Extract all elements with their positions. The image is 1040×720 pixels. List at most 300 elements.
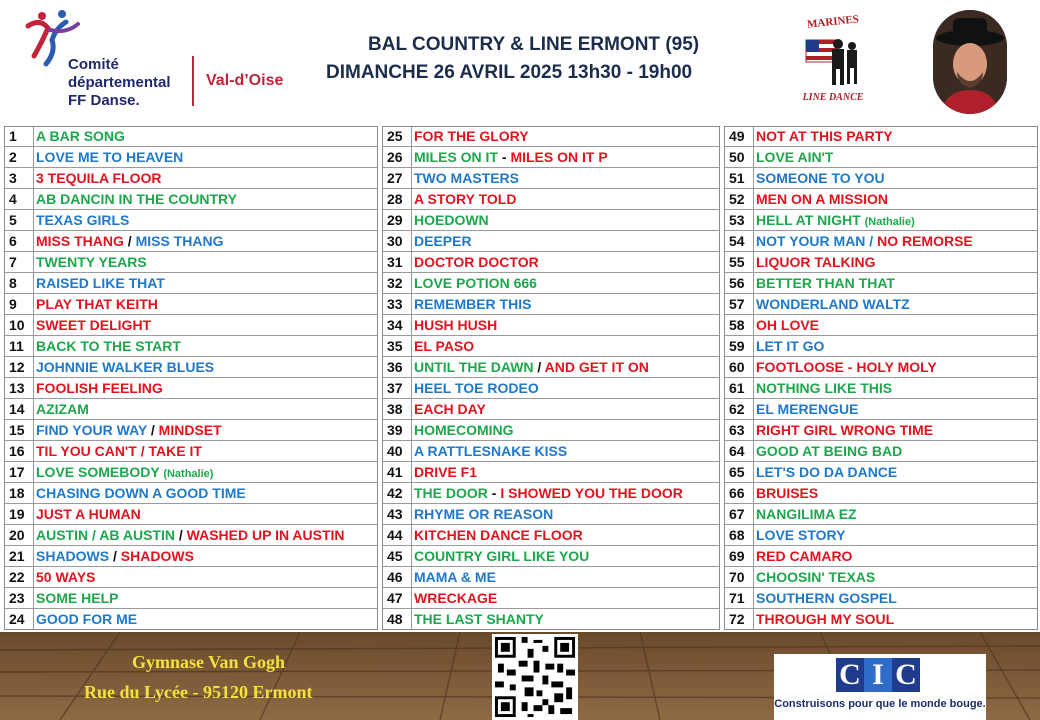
dance-title [412, 191, 516, 207]
playlist-row [4, 189, 378, 210]
dance-number: 26 [382, 147, 412, 168]
dance-title [412, 317, 497, 333]
cic-sponsor-logo [774, 654, 986, 720]
playlist-row [724, 483, 1038, 504]
dance-title-part: WASHED UP IN AUSTIN [186, 527, 345, 543]
instructor-photo [933, 10, 1007, 114]
playlist-row [382, 357, 720, 378]
dance-title [754, 527, 845, 543]
dance-number: 21 [4, 546, 34, 567]
playlist-row [724, 315, 1038, 336]
dance-title-part: BRUISES [756, 485, 819, 501]
dance-title-part: LOVE STORY [756, 527, 846, 543]
dance-number: 25 [382, 126, 412, 147]
playlist-row [382, 567, 720, 588]
dance-number: 60 [724, 357, 754, 378]
dance-title-part: SOME HELP [36, 590, 119, 606]
dance-number: 61 [724, 378, 754, 399]
dance-title-part: JOHNNIE WALKER BLUES [36, 359, 215, 375]
dance-title [34, 212, 129, 228]
dance-title-part: RED CAMARO [756, 548, 853, 564]
dance-title [412, 338, 474, 354]
dance-title-part: TEXAS GIRLS [36, 212, 130, 228]
dance-number: 54 [724, 231, 754, 252]
dance-title-part: UNTIL THE DAWN [414, 359, 534, 375]
poster-header [0, 0, 1040, 122]
dance-number: 29 [382, 210, 412, 231]
dance-number: 44 [382, 525, 412, 546]
dance-title-part: GOOD AT BEING BAD [756, 443, 903, 459]
dance-number: 28 [382, 189, 412, 210]
dance-title [34, 527, 345, 543]
dance-title [754, 338, 824, 354]
dance-number: 45 [382, 546, 412, 567]
playlist-row [724, 546, 1038, 567]
dance-title-part: FOOTLOOSE - HOLY MOLY [756, 359, 937, 375]
dance-number: 52 [724, 189, 754, 210]
cic-letter-c1: C [836, 658, 864, 692]
dance-title-part: (Nathalie) [163, 468, 214, 480]
dance-title-part: FOR THE GLORY [414, 128, 529, 144]
dance-title-part: AUSTIN / AB AUSTIN [36, 527, 175, 543]
dance-number: 64 [724, 441, 754, 462]
playlist-row [382, 504, 720, 525]
dance-number: 16 [4, 441, 34, 462]
club-logo-top-text: MARINES [806, 13, 860, 31]
dance-title-part: LOVE POTION 666 [414, 275, 537, 291]
playlist-row [724, 147, 1038, 168]
playlist-row [724, 168, 1038, 189]
playlist-row [724, 504, 1038, 525]
dance-title [754, 569, 875, 585]
playlist-row [724, 294, 1038, 315]
dance-number: 11 [4, 336, 34, 357]
ff-org-line-2: départemental [68, 74, 171, 91]
dance-number: 37 [382, 378, 412, 399]
dance-title-part: SOMEONE TO YOU [756, 170, 885, 186]
flag-dancers-icon [804, 34, 862, 90]
dance-title-part: EL PASO [414, 338, 475, 354]
dance-title-part: / [533, 359, 545, 375]
dance-title [412, 233, 472, 249]
dance-title [754, 611, 894, 627]
playlist-row [724, 357, 1038, 378]
dance-number: 70 [724, 567, 754, 588]
dance-title-part: DRIVE F1 [414, 464, 478, 480]
dance-title-part: FOOLISH FEELING [36, 380, 163, 396]
dance-title-part: MAMA & ME [414, 569, 496, 585]
dance-number: 66 [724, 483, 754, 504]
dance-title [412, 380, 539, 396]
dance-title-part: / [147, 422, 159, 438]
playlist-row [382, 294, 720, 315]
dance-title-part: WONDERLAND WALTZ [756, 296, 910, 312]
dance-number: 71 [724, 588, 754, 609]
dance-number: 32 [382, 273, 412, 294]
ff-org-line-1: Comité [68, 56, 119, 73]
dance-title [754, 128, 893, 144]
dance-title-part: HOMECOMING [414, 422, 514, 438]
playlist-row [4, 420, 378, 441]
playlist-row [724, 189, 1038, 210]
dance-title-part: - [498, 149, 511, 165]
dance-title-part: / [123, 233, 136, 249]
dance-title-part: MISS THANG [36, 233, 124, 249]
dance-title [754, 191, 888, 207]
playlist-row [382, 588, 720, 609]
dance-title [754, 233, 973, 249]
dance-title-part: THE LAST SHANTY [414, 611, 544, 627]
dance-title-part: MILES ON IT P [510, 149, 608, 165]
event-title: BAL COUNTRY & LINE ERMONT (95) [368, 34, 700, 55]
dance-title [754, 443, 902, 459]
ff-danse-val-doise-logo [22, 8, 292, 112]
dance-title [754, 212, 915, 228]
dance-title-part: KITCHEN DANCE FLOOR [414, 527, 583, 543]
playlist-row [382, 420, 720, 441]
dance-number: 4 [4, 189, 34, 210]
dance-title [412, 212, 489, 228]
dance-title [34, 170, 161, 186]
dance-number: 53 [724, 210, 754, 231]
dance-title-part: LOVE AIN'T [756, 149, 834, 165]
dance-title-part: LET IT GO [756, 338, 825, 354]
dance-title-part: MEN ON A MISSION [756, 191, 888, 207]
venue-name: Gymnase Van Gogh [132, 652, 286, 672]
dance-number: 6 [4, 231, 34, 252]
dance-number: 14 [4, 399, 34, 420]
dance-title-part: AND GET IT ON [544, 359, 649, 375]
playlist-row [724, 609, 1038, 630]
dance-title-part: - [487, 485, 501, 501]
dance-title-part: HEEL TOE RODEO [414, 380, 539, 396]
dance-number: 19 [4, 504, 34, 525]
dance-title-part: TIL YOU CAN'T / TAKE IT [36, 443, 202, 459]
dance-number: 30 [382, 231, 412, 252]
dance-title-part: SOUTHERN GOSPEL [756, 590, 897, 606]
dance-title-part: REMEMBER THIS [414, 296, 532, 312]
dance-title [34, 275, 165, 291]
dance-title [754, 317, 819, 333]
dance-title [412, 254, 539, 270]
dance-title [34, 254, 147, 270]
dance-title [34, 233, 223, 249]
dance-number: 72 [724, 609, 754, 630]
dance-title-part: DOCTOR DOCTOR [414, 254, 539, 270]
dance-title-part: BACK TO THE START [36, 338, 181, 354]
dance-title [412, 401, 486, 417]
dance-title-part: / [174, 527, 187, 543]
dance-title-part: EACH DAY [414, 401, 486, 417]
dance-number: 7 [4, 252, 34, 273]
dance-title-part: A STORY TOLD [414, 191, 517, 207]
playlist-row [382, 189, 720, 210]
playlist-row [724, 420, 1038, 441]
dance-number: 8 [4, 273, 34, 294]
dance-title [412, 275, 537, 291]
dance-number: 22 [4, 567, 34, 588]
dance-title [34, 590, 118, 606]
playlist-row [724, 399, 1038, 420]
playlist-row [4, 588, 378, 609]
playlist-row [4, 273, 378, 294]
playlist-row [724, 441, 1038, 462]
marines-line-dance-logo [800, 12, 866, 110]
dance-number: 35 [382, 336, 412, 357]
playlist-row [4, 147, 378, 168]
dance-title [412, 464, 477, 480]
playlist-row [382, 126, 720, 147]
poster-footer [0, 632, 1040, 720]
dance-title [754, 380, 892, 396]
dance-title-part: SHADOWS [120, 548, 194, 564]
dance-number: 10 [4, 315, 34, 336]
playlist-row [4, 609, 378, 630]
venue-address: Rue du Lycée - 95120 Ermont [84, 682, 313, 702]
dance-number: 47 [382, 588, 412, 609]
playlist-row [4, 546, 378, 567]
dance-number: 39 [382, 420, 412, 441]
dance-title-part: COUNTRY GIRL LIKE YOU [414, 548, 590, 564]
dance-title-part: / [109, 548, 121, 564]
dance-title-part: LIQUOR TALKING [756, 254, 876, 270]
dance-title-part: GOOD FOR ME [36, 611, 138, 627]
dance-title [754, 254, 876, 270]
playlist-row [382, 210, 720, 231]
dance-title-part: TWENTY YEARS [36, 254, 147, 270]
dance-title-part: I SHOWED YOU THE DOOR [500, 485, 683, 501]
dance-number: 42 [382, 483, 412, 504]
dance-title [412, 527, 583, 543]
dance-title-part: A BAR SONG [36, 128, 125, 144]
dance-title [754, 485, 818, 501]
cowboy-portrait-icon [933, 10, 1007, 114]
dance-title-part: 3 TEQUILA FLOOR [36, 170, 162, 186]
dance-title [412, 611, 544, 627]
dance-title [34, 296, 158, 312]
dance-title-part: HELL AT NIGHT [756, 212, 865, 228]
dance-number: 49 [724, 126, 754, 147]
dance-number: 13 [4, 378, 34, 399]
dance-number: 58 [724, 315, 754, 336]
dance-title [754, 401, 858, 417]
playlist-row [4, 231, 378, 252]
dance-title [34, 149, 183, 165]
dance-title [754, 590, 897, 606]
event-date-time: DIMANCHE 26 AVRIL 2025 13h30 - 19h00 [326, 62, 693, 83]
playlist-row [382, 462, 720, 483]
playlist-row [382, 168, 720, 189]
dance-title [34, 485, 246, 501]
dance-title-part: WRECKAGE [414, 590, 498, 606]
dance-title-part: HUSH HUSH [414, 317, 498, 333]
playlist-row [382, 315, 720, 336]
dance-title-part: EL MERENGUE [756, 401, 859, 417]
playlist-row [382, 378, 720, 399]
dance-title [754, 275, 895, 291]
dance-title [412, 422, 514, 438]
playlist-row [4, 168, 378, 189]
cic-letter-i: I [864, 658, 892, 692]
playlist-row [4, 399, 378, 420]
dance-number: 23 [4, 588, 34, 609]
dance-title-part: RAISED LIKE THAT [36, 275, 165, 291]
dance-title-part: NO REMORSE [877, 233, 973, 249]
playlist-row [382, 483, 720, 504]
qr-code[interactable] [492, 634, 578, 720]
playlist-row [4, 567, 378, 588]
dance-number: 9 [4, 294, 34, 315]
playlist-row [4, 378, 378, 399]
dance-title-part: AZIZAM [36, 401, 89, 417]
playlist-row [724, 336, 1038, 357]
playlist-row [4, 357, 378, 378]
dance-title [754, 506, 857, 522]
dance-number: 3 [4, 168, 34, 189]
dance-title [34, 191, 237, 207]
dance-title [34, 380, 163, 396]
dance-number: 68 [724, 525, 754, 546]
dance-title [412, 296, 531, 312]
playlist-row [382, 252, 720, 273]
dance-title-part: CHOOSIN' TEXAS [756, 569, 876, 585]
playlist-row [724, 588, 1038, 609]
playlist-row [724, 231, 1038, 252]
dance-number: 33 [382, 294, 412, 315]
playlist-row [724, 462, 1038, 483]
dance-title [412, 149, 608, 165]
dance-number: 46 [382, 567, 412, 588]
dance-title-part: SWEET DELIGHT [36, 317, 152, 333]
dance-title-part: THROUGH MY SOUL [756, 611, 895, 627]
playlist-row [4, 483, 378, 504]
dance-title-part: AB DANCIN IN THE COUNTRY [36, 191, 237, 207]
dance-number: 57 [724, 294, 754, 315]
dance-title [412, 569, 496, 585]
playlist-row [724, 126, 1038, 147]
dance-title-part: 50 WAYS [36, 569, 96, 585]
dance-title [34, 464, 213, 480]
playlist-row [724, 567, 1038, 588]
dance-number: 62 [724, 399, 754, 420]
playlist-row [382, 609, 720, 630]
dance-number: 41 [382, 462, 412, 483]
dance-title [34, 401, 89, 417]
dance-title-part: A RATTLESNAKE KISS [414, 443, 568, 459]
dance-number: 69 [724, 546, 754, 567]
dance-title-part: THE DOOR [414, 485, 488, 501]
dance-number: 20 [4, 525, 34, 546]
dance-number: 15 [4, 420, 34, 441]
dance-title [412, 590, 497, 606]
dance-number: 43 [382, 504, 412, 525]
dance-number: 63 [724, 420, 754, 441]
dance-title [34, 359, 214, 375]
playlist-row [724, 525, 1038, 546]
playlist-row [4, 462, 378, 483]
dance-playlist-table [4, 126, 1038, 630]
dance-number: 38 [382, 399, 412, 420]
playlist-row [4, 210, 378, 231]
playlist-row [724, 273, 1038, 294]
dance-title [34, 128, 125, 144]
dance-title [754, 296, 910, 312]
dance-number: 24 [4, 609, 34, 630]
dance-title [754, 548, 852, 564]
dance-number: 17 [4, 462, 34, 483]
dance-title-part: LET'S DO DA DANCE [756, 464, 898, 480]
dance-title [412, 485, 683, 501]
dance-title-part: HOEDOWN [414, 212, 489, 228]
playlist-row [4, 315, 378, 336]
playlist-row [4, 504, 378, 525]
logo-divider [192, 56, 194, 106]
dance-title [34, 506, 141, 522]
dance-title-part: JUST A HUMAN [36, 506, 141, 522]
dance-title [34, 611, 137, 627]
playlist-row [724, 252, 1038, 273]
dance-title-part: NOT YOUR MAN / [756, 233, 878, 249]
dance-title [754, 359, 937, 375]
playlist-row [724, 378, 1038, 399]
dance-number: 34 [382, 315, 412, 336]
dance-number: 51 [724, 168, 754, 189]
dance-title-part: NOT AT THIS PARTY [756, 128, 893, 144]
dance-number: 2 [4, 147, 34, 168]
dance-title-part: PLAY THAT KEITH [36, 296, 158, 312]
dance-number: 1 [4, 126, 34, 147]
dance-title-part: MILES ON IT [414, 149, 498, 165]
playlist-row [382, 441, 720, 462]
dance-title-part: MISS THANG [135, 233, 224, 249]
dance-title [412, 170, 519, 186]
dance-title-part: MINDSET [158, 422, 222, 438]
playlist-row [382, 336, 720, 357]
dance-number: 55 [724, 252, 754, 273]
dance-title-part: OH LOVE [756, 317, 820, 333]
dance-title [34, 569, 95, 585]
playlist-row [382, 525, 720, 546]
dance-title [34, 548, 194, 564]
dance-title [754, 464, 897, 480]
dance-number: 18 [4, 483, 34, 504]
dance-number: 56 [724, 273, 754, 294]
dance-title [34, 443, 202, 459]
dance-number: 48 [382, 609, 412, 630]
sponsor-tagline: Construisons pour que le monde bouge. [774, 698, 986, 710]
dance-title [412, 506, 553, 522]
playlist-row [382, 273, 720, 294]
dance-title-part: NANGILIMA EZ [756, 506, 857, 522]
dance-title-part: NOTHING LIKE THIS [756, 380, 893, 396]
playlist-row [382, 399, 720, 420]
dance-title-part: TWO MASTERS [414, 170, 519, 186]
dance-title [34, 338, 181, 354]
dance-title [412, 359, 649, 375]
dance-title [34, 317, 151, 333]
dance-title-part: RIGHT GIRL WRONG TIME [756, 422, 934, 438]
dance-title-part: LOVE ME TO HEAVEN [36, 149, 184, 165]
dance-number: 59 [724, 336, 754, 357]
dance-title-part: FIND YOUR WAY [36, 422, 147, 438]
playlist-row [724, 210, 1038, 231]
dance-title-part: (Nathalie) [864, 216, 915, 228]
playlist-row [4, 525, 378, 546]
dance-title-part: RHYME OR REASON [414, 506, 554, 522]
playlist-row [4, 441, 378, 462]
dance-number: 67 [724, 504, 754, 525]
playlist-row [382, 546, 720, 567]
